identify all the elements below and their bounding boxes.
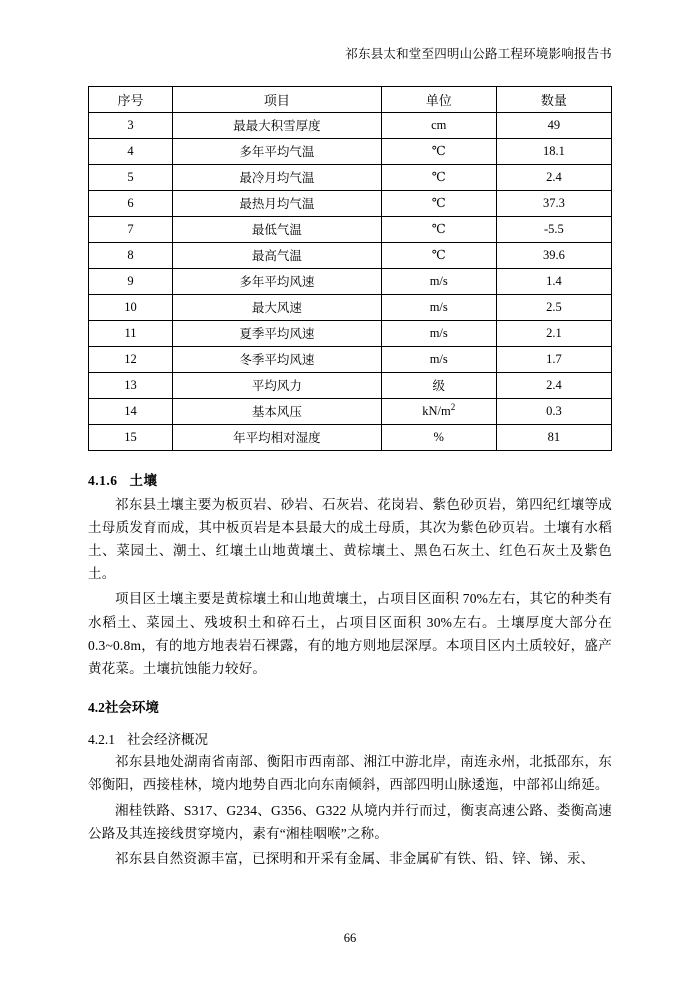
cell-value: 0.3 (496, 398, 611, 424)
table-row (89, 268, 612, 294)
cell-value: 2.1 (496, 320, 611, 346)
paragraph-social-2: 湘桂铁路、S317、G234、G356、G322 从境内并行而过，衡衷高速公路、娄衡高速公路及其连接线贯穿境内，素有“湘桂咽喉”之称。 (88, 802, 612, 841)
cell-value: 81 (496, 424, 611, 450)
cell-no: 12 (89, 346, 173, 372)
table-row (89, 112, 612, 138)
cell-no: 9 (89, 268, 173, 294)
cell-item: 最冷月均气温 (173, 164, 382, 190)
climate-table-wrapper (88, 86, 612, 451)
cell-unit: m/s (381, 268, 496, 294)
table-row (89, 424, 612, 450)
page-header: 祁东县太和堂至四明山公路工程环境影响报告书 (345, 47, 612, 61)
paragraph-soil-1: 祁东县土壤主要为板页岩、砂岩、石灰岩、花岗岩、紫色砂页岩，第四纪红壤等成土母质发育而成，其中板页岩是本县最大的成土母质，其次为紫色砂页岩。土壤有水稻土、菜园土、潮土、红壤土山地黄壤土、黄棕壤土、黑色石灰土、红色石灰土及紫色土。 (88, 496, 612, 582)
cell-value: 2.4 (496, 372, 611, 398)
paragraph-soil-2: 项目区土壤主要是黄棕壤土和山地黄壤土，占项目区面积 70%左右，其它的种类有水稻土、菜园土、残坡积土和碎石土，占项目区面积 30%左右。土壤厚度大部分在0.3~0.8m，有的地方地表岩石裸露，有的地方则地层深厚。本项目区内土质较好，盛产黄花菜。土壤抗蚀能力较好。 (88, 591, 612, 677)
cell-no: 11 (89, 320, 173, 346)
cell-item: 最低气温 (173, 216, 382, 242)
section-title: 社会环境 (104, 700, 159, 716)
cell-value: 49 (496, 112, 611, 138)
cell-value: 39.6 (496, 242, 611, 268)
table-row (89, 294, 612, 320)
cell-unit: ℃ (381, 164, 496, 190)
table-row (89, 242, 612, 268)
cell-value: 37.3 (496, 190, 611, 216)
cell-no: 3 (89, 112, 173, 138)
paragraph-social-3: 祁东县自然资源丰富，已探明和开采有金属、非金属矿有铁、铅、锌、锑、汞、 (115, 851, 595, 867)
table-header-row (89, 86, 612, 112)
cell-unit (381, 398, 496, 424)
cell-unit: ℃ (381, 190, 496, 216)
cell-no: 10 (89, 294, 173, 320)
cell-item: 基本风压 (173, 398, 382, 424)
cell-value: 2.4 (496, 164, 611, 190)
table-row (89, 138, 612, 164)
cell-unit: 级 (381, 372, 496, 398)
climate-parameters-table (88, 86, 612, 451)
table-row (89, 398, 612, 424)
table-row (89, 164, 612, 190)
unit-superscript: 2 (450, 402, 456, 413)
cell-value: 1.4 (496, 268, 611, 294)
cell-value: 1.7 (496, 346, 611, 372)
cell-item: 多年平均风速 (173, 268, 382, 294)
paragraph-social-1: 祁东县地处湖南省南部、衡阳市西南部、湘江中游北岸，南连永州，北抵邵东，东邻衡阳，西接桂林，境内地势自西北向东南倾斜，西部四明山脉逶迤，中部祁山绵延。 (88, 754, 612, 793)
section-number: 4.2 (88, 700, 105, 716)
page-footer: 66 (343, 931, 357, 945)
cell-item: 年平均相对湿度 (173, 424, 382, 450)
cell-item: 最高气温 (173, 242, 382, 268)
column-header-item: 项目 (173, 86, 382, 112)
subsection-number: 4.2.1 (88, 732, 115, 748)
cell-unit: % (381, 424, 496, 450)
table-row (89, 372, 612, 398)
cell-item: 冬季平均风速 (173, 346, 382, 372)
column-header-unit: 单位 (381, 86, 496, 112)
section-title: 土壤 (129, 472, 158, 488)
cell-item: 平均风力 (173, 372, 382, 398)
cell-unit: m/s (381, 294, 496, 320)
cell-unit: cm (381, 112, 496, 138)
cell-item: 最热月均气温 (173, 190, 382, 216)
column-header-no: 序号 (89, 86, 173, 112)
cell-no: 5 (89, 164, 173, 190)
cell-no: 6 (89, 190, 173, 216)
cell-no: 4 (89, 138, 173, 164)
cell-item: 夏季平均风速 (173, 320, 382, 346)
table-row (89, 346, 612, 372)
cell-unit: m/s (381, 320, 496, 346)
cell-unit: ℃ (381, 138, 496, 164)
unit-text: kN/m (422, 404, 451, 419)
section-heading-social (88, 696, 612, 716)
cell-no: 15 (89, 424, 173, 450)
cell-no: 13 (89, 372, 173, 398)
section-number: 4.1.6 (88, 472, 118, 488)
table-row (89, 320, 612, 346)
cell-no: 14 (89, 398, 173, 424)
cell-unit: m/s (381, 346, 496, 372)
table-row (89, 216, 612, 242)
cell-item: 最最大积雪厚度 (173, 112, 382, 138)
cell-item: 最大风速 (173, 294, 382, 320)
cell-no: 7 (89, 216, 173, 242)
subsection-title: 社会经济概况 (127, 732, 208, 748)
cell-unit: ℃ (381, 216, 496, 242)
cell-value: -5.5 (496, 216, 611, 242)
cell-unit: ℃ (381, 242, 496, 268)
cell-value: 2.5 (496, 294, 611, 320)
cell-no: 8 (89, 242, 173, 268)
subsection-heading-social-economy (88, 728, 612, 748)
column-header-value: 数量 (496, 86, 611, 112)
table-row (89, 190, 612, 216)
cell-value: 18.1 (496, 138, 611, 164)
section-heading-soil (88, 469, 612, 489)
cell-item: 多年平均气温 (173, 138, 382, 164)
